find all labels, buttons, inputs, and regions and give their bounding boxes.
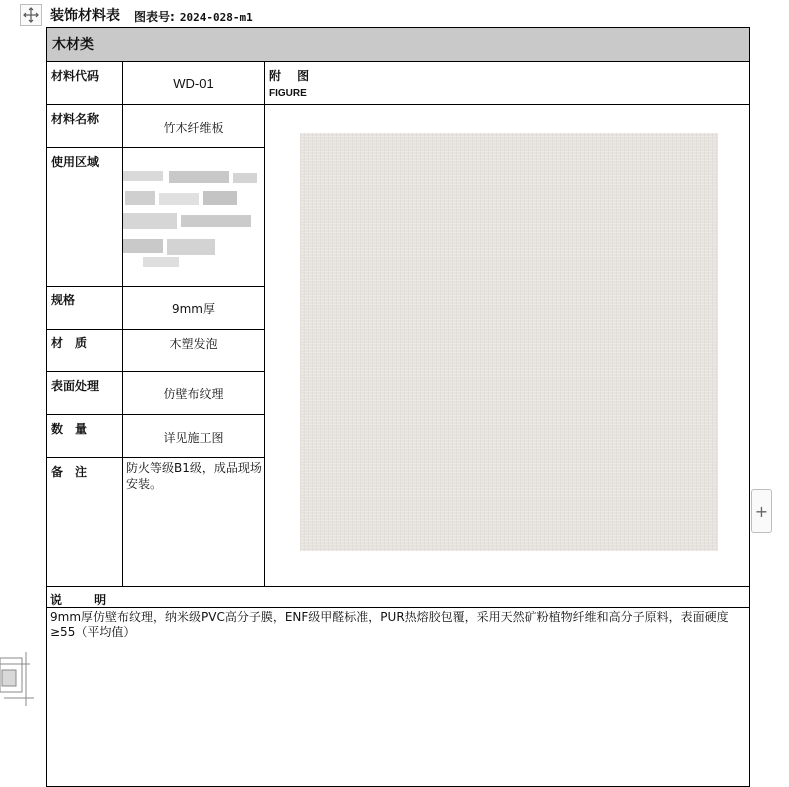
- sheet-number-label: 图表号:: [134, 9, 175, 24]
- area-label: 使用区域: [51, 155, 100, 169]
- figure-subtitle: FIGURE: [269, 88, 307, 99]
- description-label: 说 明: [50, 593, 121, 607]
- plus-icon: +: [754, 501, 769, 521]
- sheet-number: [134, 6, 253, 25]
- name-value: 竹木纤维板: [163, 121, 224, 135]
- sheet-number-value: 2024-028-m1: [179, 10, 253, 24]
- row-divider: [47, 329, 264, 330]
- add-button[interactable]: [751, 489, 772, 533]
- column-divider: [264, 62, 265, 586]
- row-divider: [47, 286, 264, 287]
- material-table: [46, 27, 750, 787]
- figure-title: 附 图: [269, 69, 316, 83]
- move-handle[interactable]: [20, 4, 42, 26]
- row-divider: [47, 414, 264, 415]
- quantity-label: 数 量: [51, 422, 88, 436]
- row-divider: [47, 457, 264, 458]
- row-divider: [47, 371, 264, 372]
- spec-value: 9mm厚: [171, 302, 215, 316]
- code-label: 材料代码: [51, 69, 100, 83]
- description-text: 9mm厚仿壁布纹理，纳米级PVC高分子膜，ENF级甲醛标准，PUR热熔胶包覆，采用天然矿粉植物纤维和高分子原料，表面硬度≥55（平均值）: [50, 610, 729, 639]
- notes-label: 备 注: [51, 465, 88, 479]
- redacted-area-value: [123, 171, 261, 269]
- row-divider: [47, 104, 749, 105]
- sheet-title: 装饰材料表: [50, 8, 120, 24]
- row-divider: [47, 147, 264, 148]
- code-value: WD-01: [173, 76, 214, 91]
- row-divider: [47, 607, 749, 608]
- sheet-header: [50, 4, 253, 26]
- notes-value: 防火等级B1级，成品现场安装。: [126, 461, 262, 491]
- column-divider: [122, 62, 123, 586]
- move-arrows-icon: [23, 7, 39, 23]
- quantity-value: 详见施工图: [163, 431, 224, 445]
- name-label: 材料名称: [51, 112, 100, 126]
- category-header: 木材类: [47, 28, 749, 62]
- spec-label: 规格: [51, 293, 76, 307]
- surface-value: 仿壁布纹理: [163, 387, 224, 401]
- surface-label: 表面处理: [51, 379, 100, 393]
- sketch-decoration: [0, 650, 36, 708]
- material-label: 材 质: [51, 336, 88, 350]
- material-value: 木塑发泡: [169, 337, 218, 351]
- row-divider: [47, 586, 749, 587]
- material-swatch-image: [300, 133, 718, 551]
